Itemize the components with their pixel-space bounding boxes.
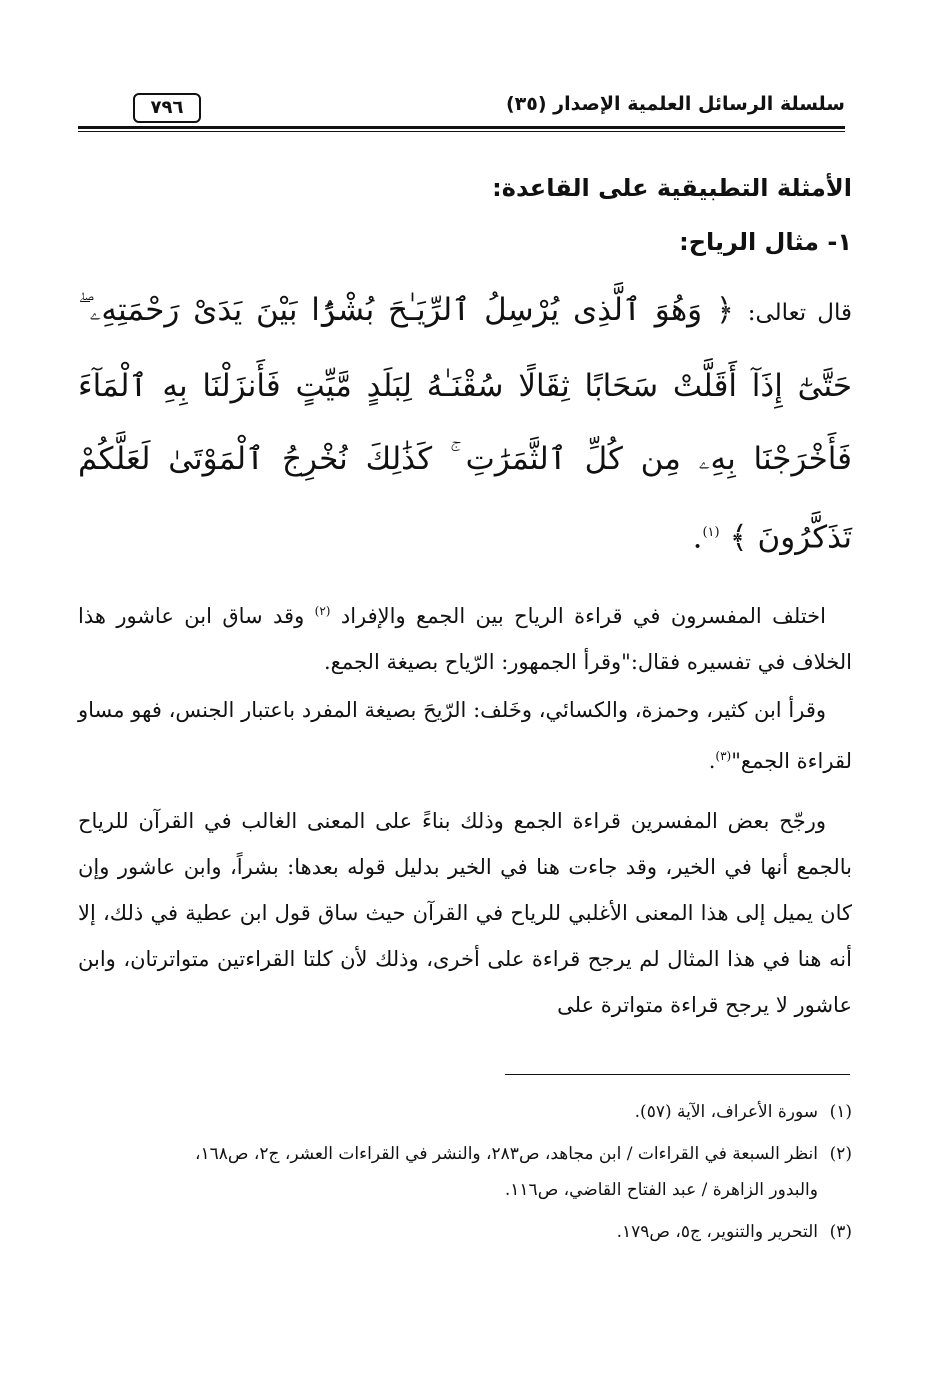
paragraph-2-text: وقرأ ابن كثير، وحمزة، والكسائي، وخَلف: الرّيحَ بصيغة المفرد باعتبار الجنس، فهو مساو لقراءة الجمع" — [78, 698, 852, 774]
footnote-number: (١) — [829, 1102, 852, 1122]
paragraph-2-end: . — [708, 749, 716, 774]
footnote-1 — [78, 1094, 852, 1130]
header-rule — [78, 126, 845, 129]
verse-text: ﴿ وَهُوَ ٱلَّذِى يُرْسِلُ ٱلرِّيَـٰحَ بُشْرًۢا بَيْنَ يَدَىْ رَحْمَتِهِۦ ۖ حَتَّىٰٓ إِذَآ أَقَلَّتْ سَحَابًا ثِقَالًا سُقْنَـٰهُ لِبَلَدٍ مَّيِّتٍ فَأَنزَلْنَا بِهِ ٱلْمَآءَ فَأَخْرَجْنَا بِهِۦ مِن كُلِّ ٱلثَّمَرَٰتِ ۚ كَذَٰلِكَ نُخْرِجُ ٱلْمَوْتَىٰ لَعَلَّكُمْ تَذَكَّرُونَ ﴾ — [78, 292, 852, 556]
section-heading: الأمثلة التطبيقية على القاعدة: — [492, 174, 852, 202]
paragraph-3: ورجّح بعض المفسرين قراءة الجمع وذلك بناءً على المعنى الغالب في القرآن للرياح بالجمع أنها في الخير، وقد جاءت هنا في الخير بدليل قوله بعدها: بشراً، وابن عاشور وإن كان يميل إلى هذا المعنى الأغلبي للرياح في القرآن حيث ساق قول ابن عطية في ذلك، إلا أنه هنا في هذا المثال لم يرجح قراءة على أخرى، وذلك لأن كلتا القراءتين متواترتان، وابن عاشور لا يرجح قراءة متواترة على — [78, 809, 852, 1018]
paragraph-2 — [78, 687, 852, 784]
series-title: سلسلة الرسائل العلمية الإصدار (٣٥) — [505, 93, 845, 115]
quran-verse: قال تعالى: ﴿ وَهُوَ ٱلَّذِى يُرْسِلُ ٱلرِّيَـٰحَ بُشْرًۢا بَيْنَ يَدَىْ رَحْمَتِهِۦ ۖ حَتَّىٰٓ إِذَآ أَقَلَّتْ سَحَابًا ثِقَالًا سُقْنَـٰهُ لِبَلَدٍ مَّيِّتٍ فَأَنزَلْنَا بِهِ ٱلْمَآءَ فَأَخْرَجْنَا بِهِۦ مِن كُلِّ ٱلثَّمَرَٰتِ ۚ كَذَٰلِكَ نُخْرِجُ ٱلْمَوْتَىٰ لَعَلَّكُمْ تَذَكَّرُونَ ﴾ $^{(١)}$. — [78, 292, 852, 556]
paragraph-1-text-a: اختلف المفسرون في قراءة الرياح بين الجمع والإفراد — [340, 604, 826, 629]
footnote-number: (٣) — [829, 1222, 852, 1242]
verse-intro: قال تعالى: — [747, 300, 852, 326]
footnote-2 — [78, 1136, 852, 1208]
footnote-number: (٢) — [829, 1144, 852, 1164]
footnote-3 — [78, 1214, 852, 1250]
main-content — [78, 170, 852, 1028]
example-title: ١- مثال الرياح: — [679, 228, 852, 256]
verse-footnote-ref: (١) — [702, 525, 720, 540]
footnotes — [78, 1094, 852, 1256]
footnote-text: التحرير والتنوير، ج٥، ص١٧٩. — [616, 1222, 818, 1242]
footnote-separator — [505, 1074, 850, 1075]
footnote-text: سورة الأعراف، الآية (٥٧). — [634, 1102, 818, 1122]
footnote-continuation: والبدور الزاهرة / عبد الفتاح القاضي، ص١١٦. — [504, 1180, 818, 1200]
footnote-text: انظر السبعة في القراءات / ابن مجاهد، ص٢٨٣، والنشر في القراءات العشر، ج٢، ص١٦٨، — [195, 1144, 818, 1164]
paragraph-1-text-b: وقد ساق ابن عاشور هذا الخلاف في تفسيره فقال:"وقرأ الجمهور: الرّياح بصيغة الجمع. — [78, 604, 852, 675]
footnote-ref-2: (٢) — [314, 604, 331, 619]
paragraph-1 — [78, 588, 852, 685]
header-rule-thin — [78, 131, 845, 132]
footnote-ref-3: (٣) — [715, 749, 732, 764]
page-number: ٧٩٦ — [133, 93, 201, 123]
page-header — [78, 93, 845, 133]
